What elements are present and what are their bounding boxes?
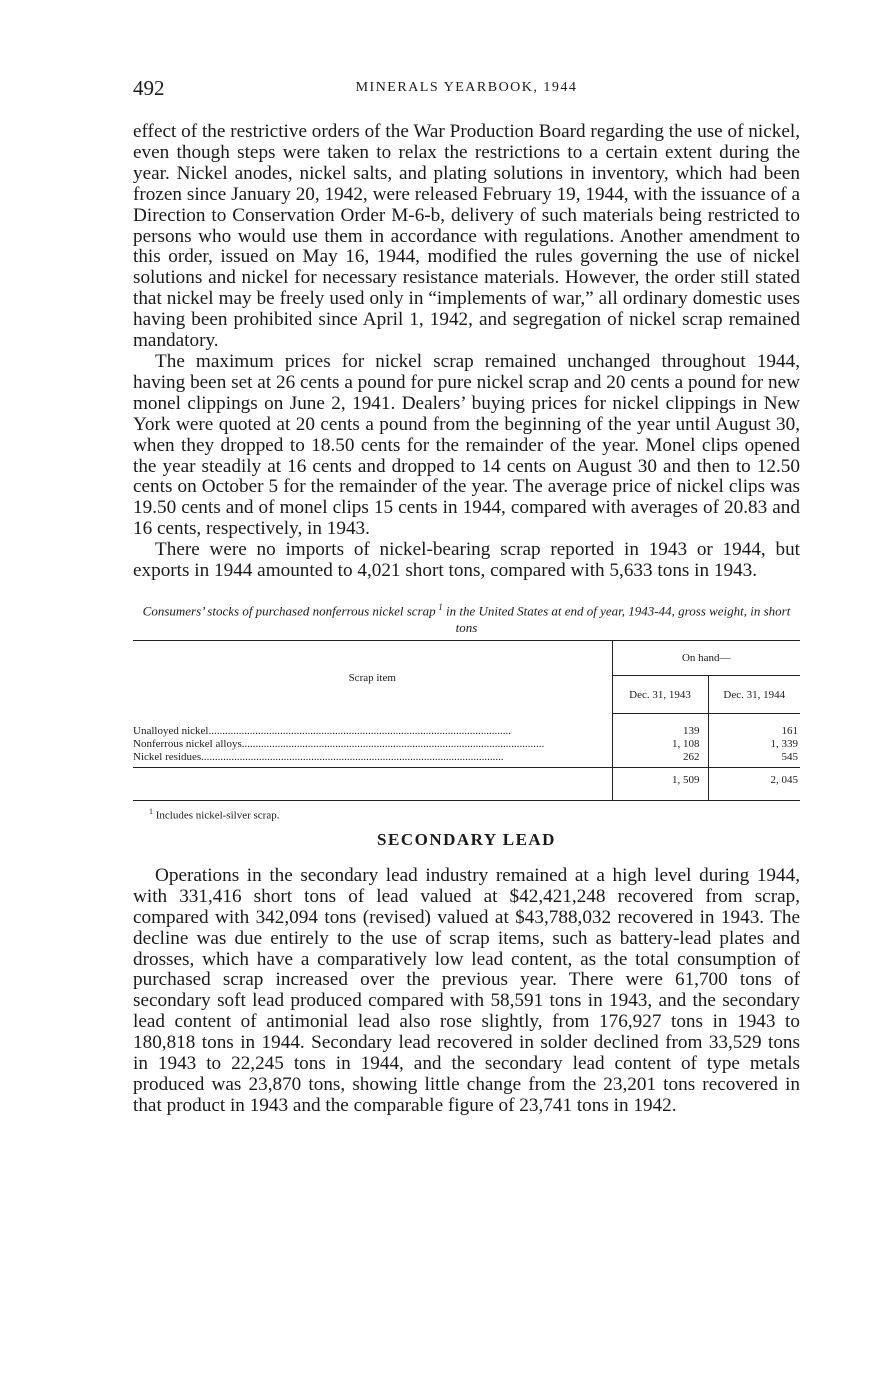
- header-dec-1943: Dec. 31, 1943: [612, 676, 708, 714]
- table-total-row: [133, 768, 800, 793]
- total-label: [133, 768, 612, 793]
- row-value-1943: 139: [612, 714, 708, 739]
- table-caption-part1: Consumers’ stocks of purchased nonferrous nickel scrap: [142, 603, 436, 619]
- header-dec-1944: Dec. 31, 1944: [708, 676, 800, 714]
- running-title: MINERALS YEARBOOK, 1944: [355, 80, 578, 95]
- nickel-scrap-stocks-table: [133, 640, 800, 801]
- table-bottom-rule: [133, 792, 800, 801]
- table-footnote: [149, 807, 800, 822]
- row-value-1943: 262: [612, 751, 708, 768]
- footnote-mark: 1: [149, 807, 153, 817]
- table-row: [133, 738, 800, 751]
- table-caption-note-mark: 1: [438, 601, 443, 612]
- table-row: [133, 714, 800, 739]
- paragraph-imports-exports: There were no imports of nickel-bearing scrap reported in 1943 or 1944, but exports in 1944 amounted to 4,021 short tons, compared with 5,633 tons in 1943.: [133, 539, 800, 582]
- total-1944: 2, 045: [708, 768, 800, 793]
- running-head: [133, 74, 800, 106]
- page-number: 492: [133, 76, 165, 100]
- table-caption-part2: in the United States at end of year, 1943-44, gross weight, in short tons: [442, 603, 791, 636]
- header-on-hand: On hand—: [612, 641, 800, 676]
- page: [133, 74, 800, 1117]
- paragraph-secondary-lead: Operations in the secondary lead industry remained at a high level during 1944, with 331,416 short tons of lead valued at $42,421,248 recovered from scrap, compared with 342,094 tons (revised) valued at $43,788,032 recovered in 1943. The decline was due entirely to the use of scrap items, such as battery-lead plates and drosses, which have a comparatively low lead content, as the total consumption of purchased scrap increased over the previous year. There were 61,700 tons of secondary soft lead produced compared with 58,591 tons in 1943, and the secondary lead content of antimonial lead also rose slightly, from 176,927 tons in 1943 to 180,818 tons in 1944. Secondary lead recovered in solder declined from 33,529 tons in 1943 to 22,245 tons in 1944, and the secondary lead content of type metals produced was 23,870 tons, showing little change from the 23,201 tons recovered in that product in 1943 and the comparable figure of 23,741 tons in 1942.: [133, 864, 800, 1116]
- header-scrap-item: Scrap item: [133, 641, 612, 714]
- total-1943: 1, 509: [612, 768, 708, 793]
- row-item: Nonferrous nickel alloys..............................................................................................................: [133, 738, 612, 751]
- footnote-text: Includes nickel-silver scrap.: [153, 809, 280, 822]
- table-header-row-1: [133, 641, 800, 676]
- paragraph-restrictive-orders: effect of the restrictive orders of the War Production Board regarding the use of nickel, even though steps were taken to relax the restrictions to a certain extent during the year. Nickel anodes, nickel salts, and plating solutions in inventory, which had been frozen since January 20, 1942, were released February 19, 1944, with the issuance of a Direction to Conservation Order M-6-b, delivery of such materials being restricted to persons who would use them in accordance with regulations. Another amendment to this order, issued on May 16, 1944, modified the rules governing the use of nickel solutions and nickel for necessary resistance materials. However, the order still stated that nickel may be freely used only in “implements of war,” all ordinary domestic uses having been prohibited since April 1, 1942, and segregation of nickel scrap remained mandatory.: [133, 121, 800, 352]
- table-caption: [133, 599, 800, 636]
- row-item: Unalloyed nickel..............................................................................................................: [133, 714, 612, 739]
- row-value-1944: 161: [781, 725, 798, 738]
- row-item: Nickel residues..............................................................................................................: [133, 751, 612, 768]
- row-value-1943: 1, 108: [612, 738, 708, 751]
- row-value-1944: 545: [781, 751, 798, 764]
- section-title: SECONDARY LEAD: [377, 829, 556, 849]
- paragraph-maximum-prices: The maximum prices for nickel scrap remained unchanged throughout 1944, having been set at 26 cents a pound for pure nickel scrap and 20 cents a pound for new monel clippings on June 2, 1941. Dealers’ buying prices for nickel clippings in New York were quoted at 20 cents a pound from the beginning of the year until August 30, when they dropped to 18.50 cents for the remainder of the year. Monel clips opened the year steadily at 16 cents and dropped to 14 cents on August 30 and then to 12.50 cents on October 5 for the remainder of the year. The average price of nickel clips was 19.50 cents and of monel clips 15 cents in 1944, compared with averages of 20.83 and 16 cents, respectively, in 1943.: [133, 350, 800, 540]
- row-value-1944: 1, 339: [770, 738, 798, 751]
- table-row: [133, 751, 800, 768]
